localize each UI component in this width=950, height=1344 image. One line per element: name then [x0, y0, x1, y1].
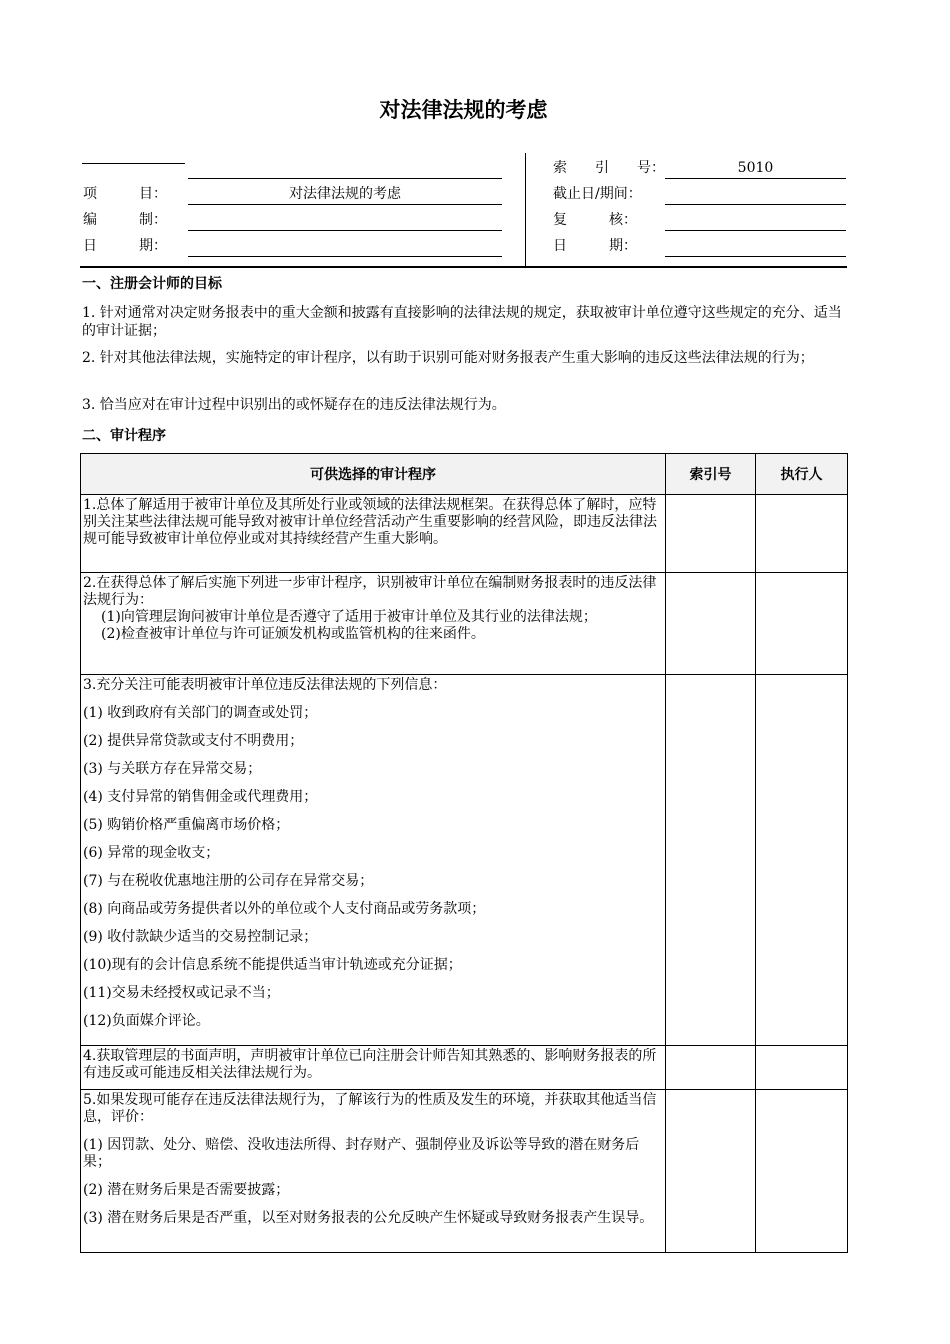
executor-cell[interactable] — [756, 495, 848, 573]
prepared-label: 编 制： — [83, 212, 167, 228]
procedure-subitem: (5) 购销价格严重偏离市场价格； — [83, 817, 290, 833]
table-row — [81, 675, 848, 1046]
date-field[interactable] — [188, 256, 502, 257]
executor-cell[interactable] — [756, 573, 848, 675]
project-underline-2 — [188, 204, 502, 205]
procedure-subitem: (7) 与在税收优惠地注册的公司存在异常交易； — [83, 873, 374, 889]
executor-cell[interactable] — [756, 1090, 848, 1253]
executor-cell[interactable] — [756, 675, 848, 1046]
project-label: 项 目： — [83, 186, 167, 202]
procedure-table — [80, 453, 848, 1253]
period-label: 截止日/期间： — [553, 186, 642, 202]
procedure-subitem: (2)检查被审计单位与许可证颁发机构或监管机构的往来函件。 — [101, 626, 485, 642]
index-cell[interactable] — [666, 573, 756, 675]
col-header-procedure: 可供选择的审计程序 — [81, 454, 666, 495]
procedure-cell — [81, 675, 666, 1046]
page-title: 对法律法规的考虑 — [379, 98, 548, 122]
objective-3: 3. 恰当应对在审计过程中识别出的或怀疑存在的违反法律法规行为。 — [82, 397, 506, 413]
table-row — [81, 1046, 848, 1090]
header-divider — [525, 153, 526, 267]
objective-2: 2. 针对其他法律法规，实施特定的审计程序，以有助于识别可能对财务报表产生重大影响的违反这些法律法规的行为； — [82, 350, 814, 366]
procedure-subitem: (9) 收付款缺少适当的交易控制记录； — [83, 929, 318, 945]
date-label: 日 期： — [83, 238, 167, 254]
procedure-subitem: (1) 收到政府有关部门的调查或处罚； — [83, 705, 318, 721]
project-value[interactable]: 对法律法规的考虑 — [289, 186, 401, 202]
procedure-cell — [81, 573, 666, 675]
executor-cell[interactable] — [756, 1046, 848, 1090]
procedure-text: 1.总体了解适用于被审计单位及其所处行业或领域的法律法规框架。在获得总体了解时，应特别关注某些法律法规可能导致对被审计单位经营活动产生重要影响的经营风险，即违反法律法规可能导致被审计单位停业或对其持续经营产生重大影响。 — [83, 497, 657, 547]
col-header-executor: 执行人 — [756, 454, 848, 495]
section1-title: 一、注册会计师的目标 — [82, 276, 222, 292]
procedure-cell — [81, 1090, 666, 1253]
table-header-row — [81, 454, 848, 495]
procedure-text: 5.如果发现可能存在违反法律法规行为，了解该行为的性质及发生的环境，并获取其他适当信息，评价： — [83, 1092, 657, 1125]
procedure-subitem: (6) 异常的现金收支； — [83, 845, 220, 861]
index-value[interactable]: 5010 — [737, 160, 774, 176]
index-cell[interactable] — [666, 1090, 756, 1253]
date2-field[interactable] — [665, 256, 846, 257]
procedure-subitem: (12)负面媒介评论。 — [83, 1013, 210, 1029]
procedure-text: 4.获取管理层的书面声明，声明被审计单位已向注册会计师告知其熟悉的、影响财务报表的所有违反或可能违反相关法律法规行为。 — [83, 1048, 657, 1081]
project-underline — [188, 178, 502, 179]
section2-title: 二、审计程序 — [82, 428, 166, 444]
procedure-subitem: (2) 提供异常贷款或支付不明费用； — [83, 733, 304, 749]
index-underline — [665, 178, 846, 179]
col-header-index: 索引号 — [666, 454, 756, 495]
table-row — [81, 573, 848, 675]
date2-label: 日 期： — [553, 238, 637, 254]
index-cell[interactable] — [666, 675, 756, 1046]
period-field[interactable] — [665, 204, 846, 205]
table-row — [81, 495, 848, 573]
procedure-cell — [81, 495, 666, 573]
procedure-subitem: (3) 潜在财务后果是否严重，以至对财务报表的公允反映产生怀疑或导致财务报表产生误导。 — [83, 1210, 654, 1226]
index-cell[interactable] — [666, 495, 756, 573]
objective-1: 1. 针对通常对决定财务报表中的重大金额和披露有直接影响的法律法规的规定，获取被审计单位遵守这些规定的充分、适当的审计证据； — [82, 305, 842, 339]
index-label: 索 引 号： — [553, 160, 665, 176]
procedure-cell — [81, 1046, 666, 1090]
procedure-text: 3.充分关注可能表明被审计单位违反法律法规的下列信息： — [83, 677, 447, 693]
review-label: 复 核： — [553, 212, 637, 228]
procedure-subitem: (3) 与关联方存在异常交易； — [83, 761, 262, 777]
procedure-subitem: (8) 向商品或劳务提供者以外的单位或个人支付商品或劳务款项； — [83, 901, 486, 917]
procedure-subitem: (10)现有的会计信息系统不能提供适当审计轨迹或充分证据； — [83, 957, 462, 973]
procedure-subitem: (4) 支付异常的销售佣金或代理费用； — [83, 789, 318, 805]
index-cell[interactable] — [666, 1046, 756, 1090]
procedure-subitem: (2) 潜在财务后果是否需要披露； — [83, 1182, 290, 1198]
header-bottom-rule — [80, 266, 847, 268]
procedure-subitem: (1) 因罚款、处分、赔偿、没收违法所得、封存财产、强制停业及诉讼等导致的潜在财务后果； — [83, 1137, 640, 1170]
review-field[interactable] — [665, 230, 846, 231]
procedure-subitem: (11)交易未经授权或记录不当； — [83, 985, 280, 1001]
procedure-subitem: (1)向管理层询问被审计单位是否遵守了适用于被审计单位及其行业的法律法规； — [101, 609, 597, 625]
table-row — [81, 1090, 848, 1253]
procedure-text: 2.在获得总体了解后实施下列进一步审计程序，识别被审计单位在编制财务报表时的违反法律法规行为： — [83, 575, 657, 608]
header-top-left-rule — [82, 163, 185, 164]
prepared-field[interactable] — [188, 230, 502, 231]
